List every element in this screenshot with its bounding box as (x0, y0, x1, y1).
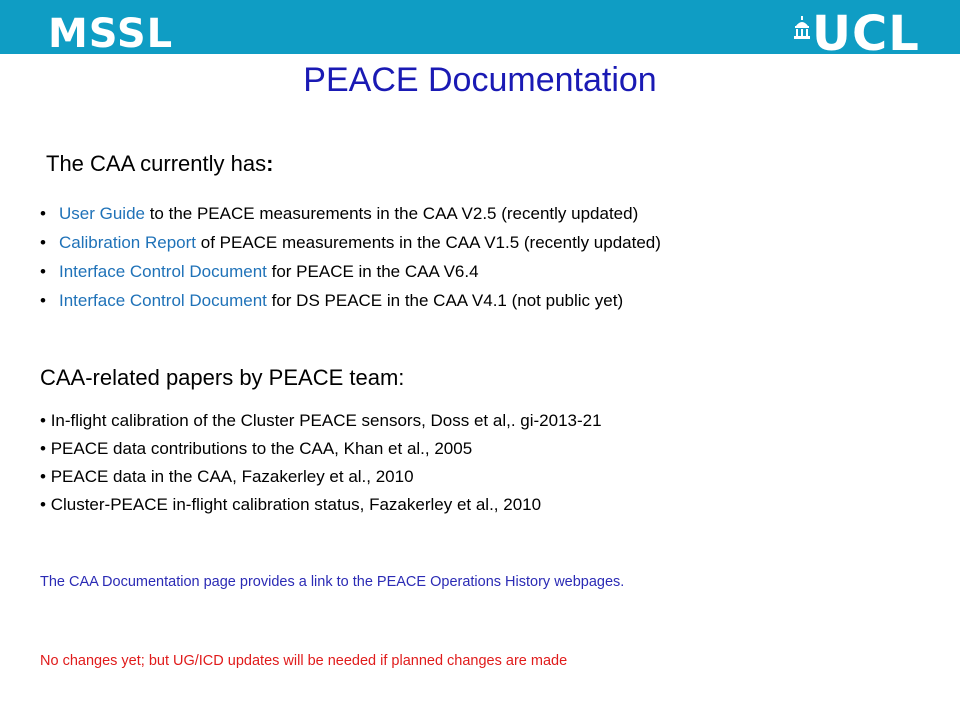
user-guide-link[interactable]: User Guide (59, 204, 145, 223)
list-item-text: to the PEACE measurements in the CAA V2.5 (recently updated) (144, 204, 639, 223)
list-item (40, 257, 661, 286)
list-item (40, 228, 661, 257)
caa-section-heading (46, 150, 273, 178)
list-item: • PEACE data in the CAA, Fazakerley et al., 2010 (40, 463, 602, 491)
mssl-logo: MSSL (48, 11, 174, 57)
list-item (40, 286, 661, 315)
icd-ds-peace-link[interactable]: Interface Control Document (59, 291, 267, 310)
list-item (40, 199, 661, 228)
operations-history-note: The CAA Documentation page provides a link to the PEACE Operations History webpages. (40, 574, 625, 590)
icd-peace-link[interactable]: Interface Control Document (59, 262, 267, 281)
list-item: • PEACE data contributions to the CAA, Khan et al., 2005 (40, 435, 602, 463)
calibration-report-link[interactable]: Calibration Report (59, 233, 197, 252)
page-title: PEACE Documentation (303, 61, 657, 99)
caa-documents-list (40, 199, 661, 315)
list-item: • In-flight calibration of the Cluster PEACE sensors, Doss et al,. gi-2013-21 (40, 407, 602, 435)
list-item-text: for DS PEACE in the CAA V4.1 (not public yet) (266, 291, 624, 310)
list-item-text: for PEACE in the CAA V6.4 (266, 262, 479, 281)
papers-section-heading: CAA-related papers by PEACE team: (40, 365, 405, 390)
papers-list (40, 407, 602, 519)
ucl-portico-icon (792, 16, 812, 40)
caa-heading-colon: : (266, 151, 274, 176)
list-item-text: of PEACE measurements in the CAA V1.5 (recently updated) (196, 233, 661, 252)
list-item: • Cluster-PEACE in-flight calibration status, Fazakerley et al., 2010 (40, 491, 602, 519)
header-bar (0, 0, 960, 62)
caa-heading-text: The CAA currently has (46, 151, 267, 176)
ucl-logo: UCL (812, 6, 920, 62)
changes-status-note: No changes yet; but UG/ICD updates will be needed if planned changes are made (40, 653, 568, 669)
